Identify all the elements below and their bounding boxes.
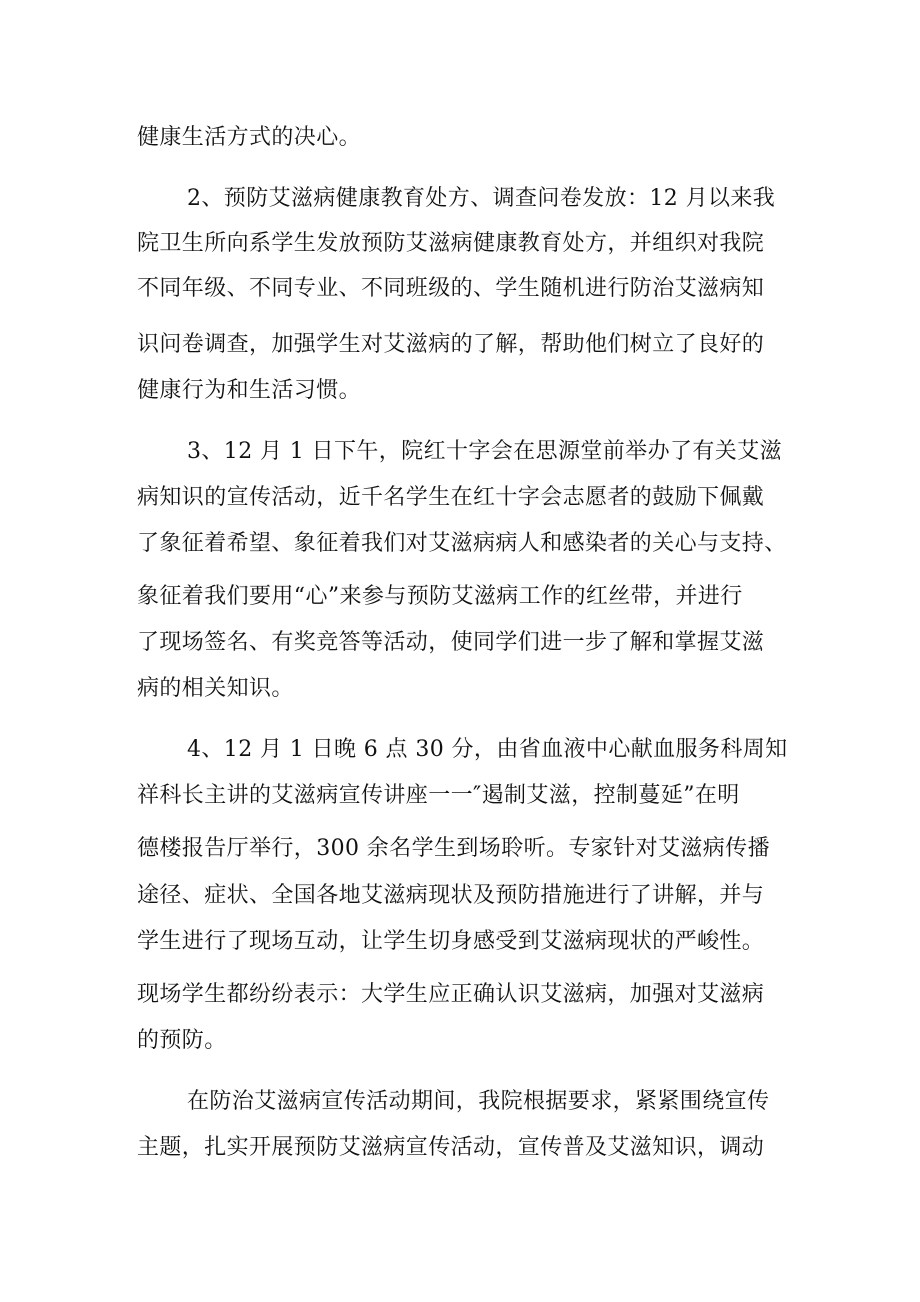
text-line: 不同年级、不同专业、不同班级的、学生随机进行防治艾滋病知 <box>137 276 765 301</box>
text-line: 现场学生都纷纷表示：大学生应正确认识艾滋病，加强对艾滋病 <box>137 982 765 1007</box>
text-line: 了象征着希望、象征着我们对艾滋病病人和感染者的关心与支持、 <box>137 531 787 556</box>
text-line: 健康行为和生活习惯。 <box>137 378 362 403</box>
text-line: 病知识的宣传活动，近千名学生在红十字会志愿者的鼓励下佩戴 <box>137 485 765 510</box>
text-line: 4、12 月 1 日晚 6 点 30 分，由省血液中心献血服务科周知 <box>187 737 788 762</box>
text-line: 病的相关知识。 <box>137 676 294 701</box>
text-line: 识问卷调查，加强学生对艾滋病的了解，帮助他们树立了良好的 <box>137 332 765 357</box>
text-line: 主题，扎实开展预防艾滋病宣传活动，宣传普及艾滋知识，调动 <box>137 1135 765 1160</box>
text-line: 途径、症状、全国各地艾滋病现状及预防措施进行了讲解，并与 <box>137 883 765 908</box>
text-line: 院卫生所向系学生发放预防艾滋病健康教育处方，并组织对我院 <box>137 231 765 256</box>
text-line: 2、预防艾滋病健康教育处方、调查问卷发放：12 月以来我 <box>187 186 776 211</box>
text-line: 学生进行了现场互动，让学生切身感受到艾滋病现状的严峻性。 <box>137 929 765 954</box>
text-line: 了现场签名、有奖竞答等活动，使同学们进一步了解和掌握艾滋 <box>137 630 765 655</box>
text-line: 在防治艾滋病宣传活动期间，我院根据要求，紧紧围绕宣传 <box>187 1089 770 1114</box>
text-line: 3、12 月 1 日下午，院红十字会在思源堂前举办了有关艾滋 <box>187 439 782 464</box>
text-line: 健康生活方式的决心。 <box>137 125 362 150</box>
text-line: 祥科长主讲的艾滋病宣传讲座一一″遏制艾滋，控制蔓延”在明 <box>137 783 740 808</box>
text-line: 的预防。 <box>137 1028 227 1053</box>
text-line: 象征着我们要用“心”来参与预防艾滋病工作的红丝带，并进行 <box>137 584 743 609</box>
text-line: 德楼报告厅举行，300 余名学生到场聆听。专家针对艾滋病传播 <box>137 836 770 861</box>
